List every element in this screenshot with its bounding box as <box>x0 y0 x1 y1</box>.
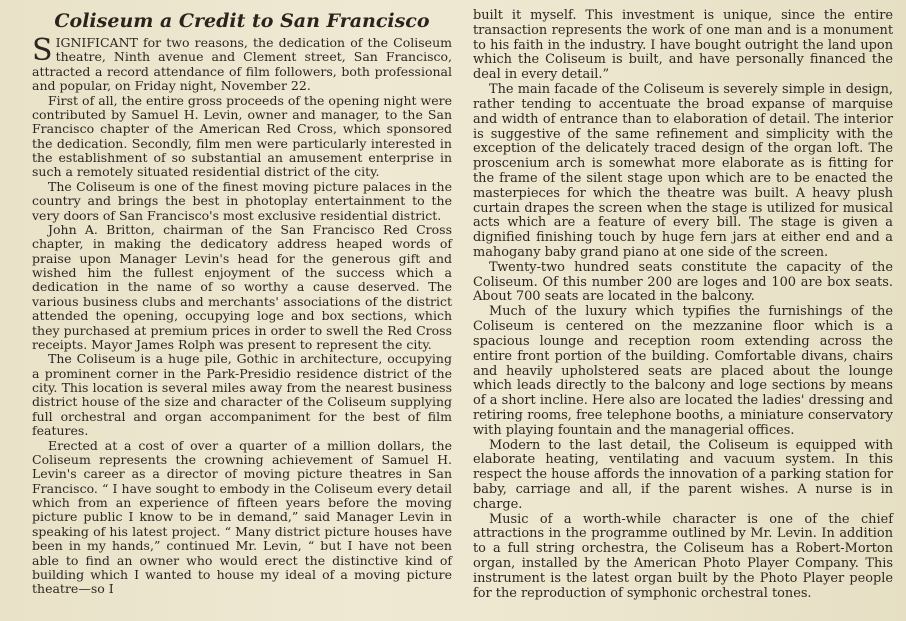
paragraph: The Coliseum is one of the finest moving picture palaces in the country and brings the best in photoplay entertainment to the very doors of San Francisco's most exclusive residential district. <box>32 178 452 223</box>
lead-text: IGNIFICANT for two reasons, the dedication of the Coliseum theatre, Ninth avenue and Clement street, San Francisco, attracted a record attendance of film followers, both professional and popular, on Friday night, November 22. <box>32 35 452 94</box>
right-column <box>473 9 893 602</box>
paragraph: Much of the luxury which typifies the furnishings of the Coliseum is centered on the mezzanine floor which is a spacious lounge and reception room extending across the entire front portion of the building. Comfortable divans, chairs and heavily upholstered seats are placed about the lounge which leads directly to the balcony and loge sections by means of a short incline. Here also are located the ladies' dressing and retiring rooms, free telephone booths, a miniature conservatory with playing fountain and the managerial offices. <box>473 304 893 438</box>
paragraph: The Coliseum is a huge pile, Gothic in architecture, occupying a prominent corner in the Park-Presidio residence district of the city. This location is several miles away from the nearest business district house of the size and character of the Coliseum supplying full orchestral and organ accompaniment for the best of film features. <box>32 351 452 439</box>
paragraph: The main facade of the Coliseum is severely simple in design, rather tending to accentuate the broad expanse of marquise and width of entrance than to elaboration of detail. The interior is suggestive of the same refinement and simplicity with the exception of the delicately traced design of the organ loft. The proscenium arch is somewhat more elaborate as is fitting for the frame of the silent stage upon which are to be enacted the masterpieces for which the theatre was built. A heavy plush curtain drapes the screen when the stage is utilized for musical acts which are a feature of every bill. The stage is given a dignified finishing touch by huge fern jars at either end and a mahogany baby grand piano at one side of the screen. <box>473 82 893 260</box>
paragraph: Modern to the last detail, the Coliseum is equipped with elaborate heating, ventilating and vacuum system. In this respect the house affords the innovation of a parking station for baby, carriage and all, if the parent wishes. A nurse is in charge. <box>473 437 893 512</box>
continuation-paragraph: built it myself. This investment is unique, since the entire transaction represents the work of one man and is a monument to his faith in the industry. I have bought outright the land upon which the Coliseum is built, and have personally financed the deal in every detail.” <box>473 8 893 83</box>
article-title: Coliseum a Credit to San Francisco <box>54 10 430 32</box>
paragraph: John A. Britton, chairman of the San Francisco Red Cross chapter, in making the dedicatory address heaped words of praise upon Manager Levin's head for the generous gift and wished him the fullest enjoyment of the success which a dedication in the name of so worthy a cause deserved. The various business clubs and merchants' associations of the district attended the opening, occupying loge and box sections, which they purchased at premium prices in order to swell the Red Cross receipts. Mayor James Rolph was present to represent the city. <box>32 221 452 352</box>
paragraph: Erected at a cost of over a quarter of a million dollars, the Coliseum represents the crowning achievement of Samuel H. Levin's career as a director of moving picture theatres in San Francisco. “ I have sought to embody in the Coliseum every detail which from an experience of fifteen years before the moving picture public I know to be in demand,” said Manager Levin in speaking of his latest project. “ Many district picture houses have been in my hands,” continued Mr. Levin, “ but I have not been able to find an owner who would erect the distinctive kind of building which I wanted to house my ideal of a moving picture theatre—so I <box>32 437 452 597</box>
drop-cap: S <box>32 33 53 68</box>
lead-paragraph <box>32 33 452 94</box>
left-column <box>32 8 452 597</box>
paragraph: First of all, the entire gross proceeds of the opening night were contributed by Samuel H. Levin, owner and manager, to the San Francisco chapter of the American Red Cross, which sponsored the dedication. Secondly, film men were particularly interested in the establishment of so substantial an amusement enterprise in such a remotely situated residential district of the city. <box>32 92 452 180</box>
paragraph: Music of a worth-while character is one of the chief attractions in the programme outlined by Mr. Levin. In addition to a full string orchestra, the Coliseum has a Robert-Morton organ, installed by the American Photo Player Company. This instrument is the latest organ built by the Photo Player people for the reproduction of symphonic orchestral tones. <box>473 511 893 601</box>
paragraph: Twenty-two hundred seats constitute the capacity of the Coliseum. Of this number 200 are loges and 100 are box seats. About 700 seats are located in the balcony. <box>473 259 893 305</box>
